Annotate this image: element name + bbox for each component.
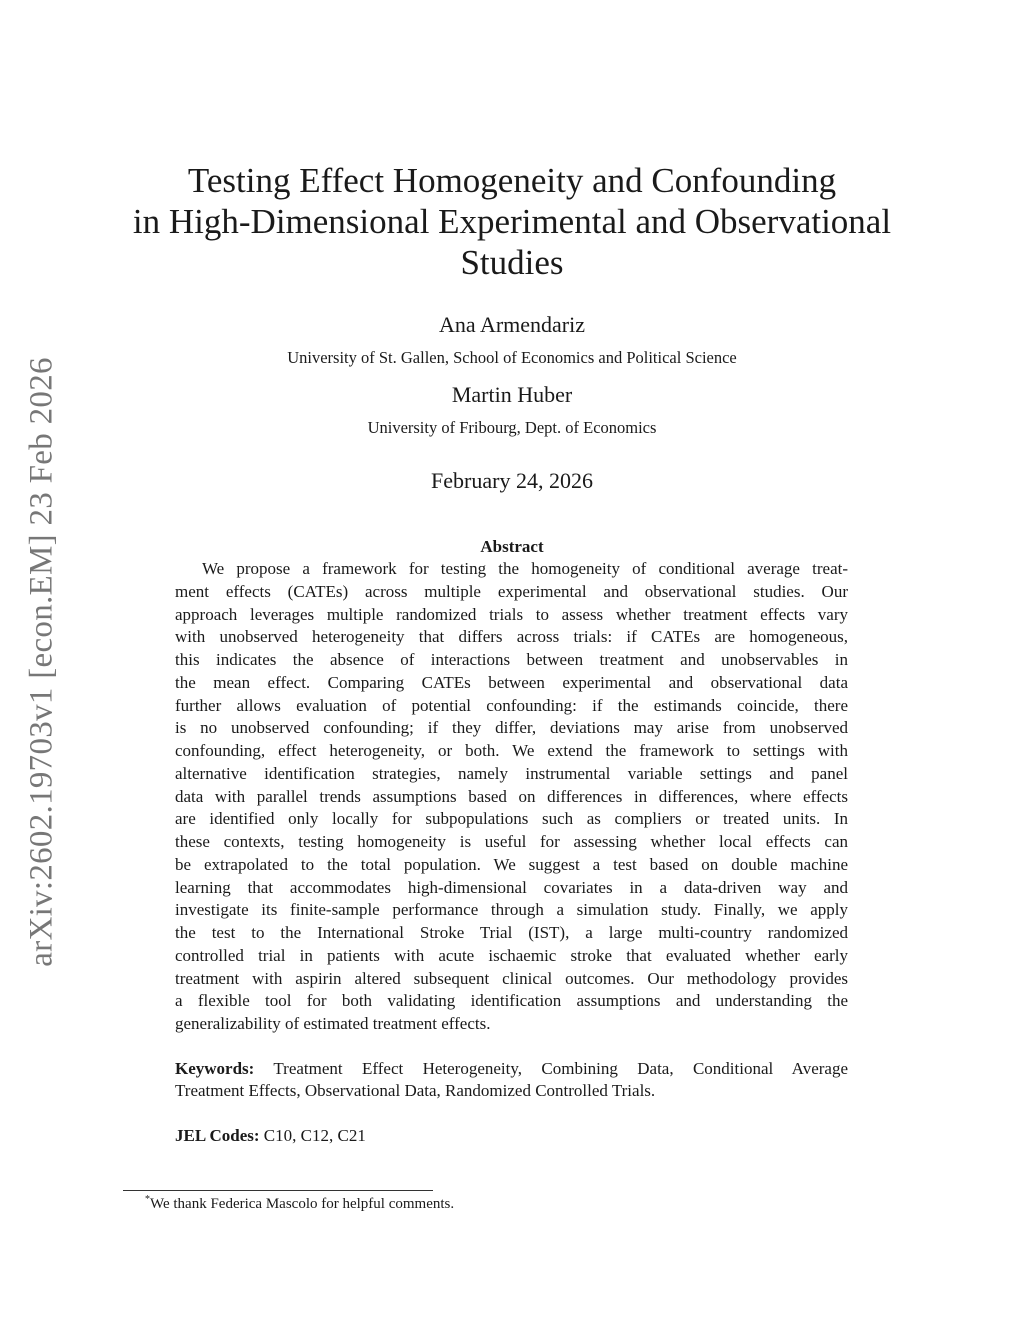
abstract-line: generalizability of estimated treatment effects. <box>175 1014 491 1033</box>
author-name: Ana Armendariz <box>439 312 585 337</box>
abstract-line: these contexts, testing homogeneity is useful for assessing whether local effects can <box>175 832 848 851</box>
abstract-line: learning that accommodates high-dimensional covariates in a data-driven way and <box>175 877 848 897</box>
title-line: Studies <box>460 243 564 282</box>
abstract-line: are identified only locally for subpopulations such as compliers or treated units. In <box>175 809 848 829</box>
abstract-heading: Abstract <box>480 537 544 556</box>
title-line: Testing Effect Homogeneity and Confounding <box>187 161 837 200</box>
abstract-line: with unobserved heterogeneity that differs across trials: if CATEs are homogeneous, <box>175 627 848 647</box>
abstract-line: further allows evaluation of potential confounding: if the estimands coincide, there <box>175 695 848 715</box>
author-affiliation: University of Fribourg, Dept. of Economics <box>367 418 657 437</box>
abstract-line: data with parallel trends assumptions based on differences in differences, where effects <box>175 786 848 806</box>
footnote-rule <box>123 1190 433 1191</box>
keywords-text: Treatment Effects, Observational Data, Randomized Controlled Trials. <box>175 1081 656 1100</box>
jel-value: C10, C12, C21 <box>263 1126 366 1145</box>
abstract-line: alternative identification strategies, namely instrumental variable settings and panel <box>175 763 848 783</box>
abstract-line: ment effects (CATEs) across multiple experimental and observational studies. Our <box>175 581 848 601</box>
abstract-line: investigate its finite-sample performance through a simulation study. Finally, we apply <box>175 900 848 920</box>
arxiv-side-stamp: arXiv:2602.19703v1 [econ.EM] 23 Feb 2026 <box>23 357 60 967</box>
abstract-line: a flexible tool for both validating identification assumptions and understanding the <box>175 991 848 1011</box>
keywords-text: Treatment Effect Heterogeneity, Combining Data, Conditional Average <box>273 1059 848 1078</box>
abstract-line: controlled trial in patients with acute ischaemic stroke that evaluated whether early <box>175 945 848 965</box>
footnote <box>145 1194 454 1213</box>
abstract-line: be extrapolated to the total population. We suggest a test based on double machine <box>175 854 848 874</box>
abstract-line: approach leverages multiple randomized trials to assess whether treatment effects vary <box>175 604 848 624</box>
paper-date: February 24, 2026 <box>431 468 593 493</box>
abstract-line: treatment with aspirin altered subsequent clinical outcomes. Our methodology provides <box>175 968 848 988</box>
jel-label: JEL Codes: <box>175 1126 260 1145</box>
abstract-line: confounding, effect heterogeneity, or both. We extend the framework to settings with <box>175 741 848 760</box>
keywords <box>175 1058 848 1102</box>
keywords-label: Keywords: <box>175 1059 255 1078</box>
abstract-line: is no unobserved confounding; if they differ, deviations may arise from unobserved <box>175 718 848 738</box>
jel-codes <box>175 1126 366 1146</box>
paper-title <box>0 160 1024 283</box>
abstract-line: this indicates the absence of interactions between treatment and unobservables in <box>175 650 848 669</box>
abstract-line: the mean effect. Comparing CATEs between experimental and observational data <box>175 672 848 692</box>
abstract-line: the test to the International Stroke Trial (IST), a large multi-country randomized <box>175 923 848 942</box>
footnote-mark: * <box>145 1194 150 1205</box>
title-line: in High-Dimensional Experimental and Observational <box>132 202 892 241</box>
author-name: Martin Huber <box>451 382 573 407</box>
abstract-body <box>175 558 848 1036</box>
abstract-line: We propose a framework for testing the homogeneity of conditional average treat- <box>202 559 848 578</box>
author-affiliation: University of St. Gallen, School of Economics and Political Science <box>287 348 737 367</box>
footnote-text: We thank Federica Mascolo for helpful comments. <box>150 1196 455 1212</box>
